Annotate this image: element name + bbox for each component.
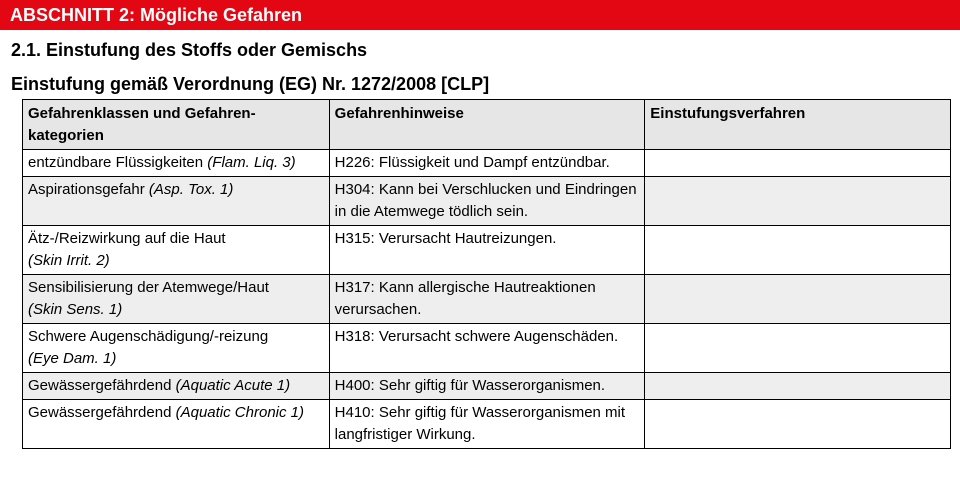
procedure-cell <box>645 400 951 449</box>
hazard-class-name: Ätz-/Reizwirkung auf die Haut <box>28 230 226 247</box>
hazard-class-code: (Skin Irrit. 2) <box>28 252 110 269</box>
hazard-class-name: entzündbare Flüssigkeiten <box>28 154 204 171</box>
hazard-class-code: (Eye Dam. 1) <box>28 350 117 367</box>
hazard-class-cell <box>23 275 330 324</box>
classification-heading: Einstufung gemäß Verordnung (EG) Nr. 1272/2008 [CLP] <box>11 74 490 94</box>
hazard-statement-cell: H304: Kann bei Verschlucken und Eindringen in die Atemwege tödlich sein. <box>329 177 645 226</box>
hazard-statement-cell: H410: Sehr giftig für Wasserorganismen mit langfristiger Wirkung. <box>329 400 645 449</box>
hazard-class-name: Gewässergefährdend <box>28 404 172 421</box>
table-row <box>23 373 951 400</box>
hazard-class-cell <box>23 150 330 177</box>
subsection-title: 2.1. Einstufung des Stoffs oder Gemischs <box>11 40 368 60</box>
hazard-class-code: (Aquatic Chronic 1) <box>175 404 304 421</box>
procedure-cell <box>645 324 951 373</box>
hazard-statement-cell: H318: Verursacht schwere Augenschäden. <box>329 324 645 373</box>
procedure-cell <box>645 275 951 324</box>
table-row <box>23 400 951 449</box>
hazard-statement-cell: H226: Flüssigkeit und Dampf entzündbar. <box>329 150 645 177</box>
procedure-cell <box>645 373 951 400</box>
hazard-class-code: (Flam. Liq. 3) <box>207 154 296 171</box>
hazard-class-cell <box>23 324 330 373</box>
hazard-class-code: (Skin Sens. 1) <box>28 301 123 318</box>
column-header-hazard-statement: Gefahrenhinweise <box>329 100 645 150</box>
hazard-class-cell <box>23 373 330 400</box>
section-title: ABSCHNITT 2: Mögliche Gefahren <box>10 5 303 25</box>
procedure-cell <box>645 177 951 226</box>
hazard-class-name: Gewässergefährdend <box>28 377 172 394</box>
hazard-statement-cell: H317: Kann allergische Hautreaktionen verursachen. <box>329 275 645 324</box>
table-row <box>23 150 951 177</box>
table-header-row <box>23 100 951 150</box>
hazard-class-code: (Aquatic Acute 1) <box>175 377 291 394</box>
column-header-hazard-class: Gefahrenklassen und Gefahren-kategorien <box>23 100 330 150</box>
hazard-classification-table <box>22 99 951 449</box>
procedure-cell <box>645 150 951 177</box>
table-row <box>23 177 951 226</box>
hazard-class-cell <box>23 177 330 226</box>
table-row <box>23 324 951 373</box>
table-row <box>23 226 951 275</box>
hazard-class-cell <box>23 226 330 275</box>
section-header <box>0 0 960 30</box>
column-header-procedure: Einstufungsverfahren <box>645 100 951 150</box>
hazard-class-code: (Asp. Tox. 1) <box>148 181 234 198</box>
table-row <box>23 275 951 324</box>
hazard-class-name: Aspirationsgefahr <box>28 181 145 198</box>
hazard-class-cell <box>23 400 330 449</box>
hazard-statement-cell: H315: Verursacht Hautreizungen. <box>329 226 645 275</box>
hazard-class-name: Sensibilisierung der Atemwege/Haut <box>28 279 269 296</box>
hazard-statement-cell: H400: Sehr giftig für Wasserorganismen. <box>329 373 645 400</box>
procedure-cell <box>645 226 951 275</box>
hazard-class-name: Schwere Augenschädigung/-reizung <box>28 328 269 345</box>
